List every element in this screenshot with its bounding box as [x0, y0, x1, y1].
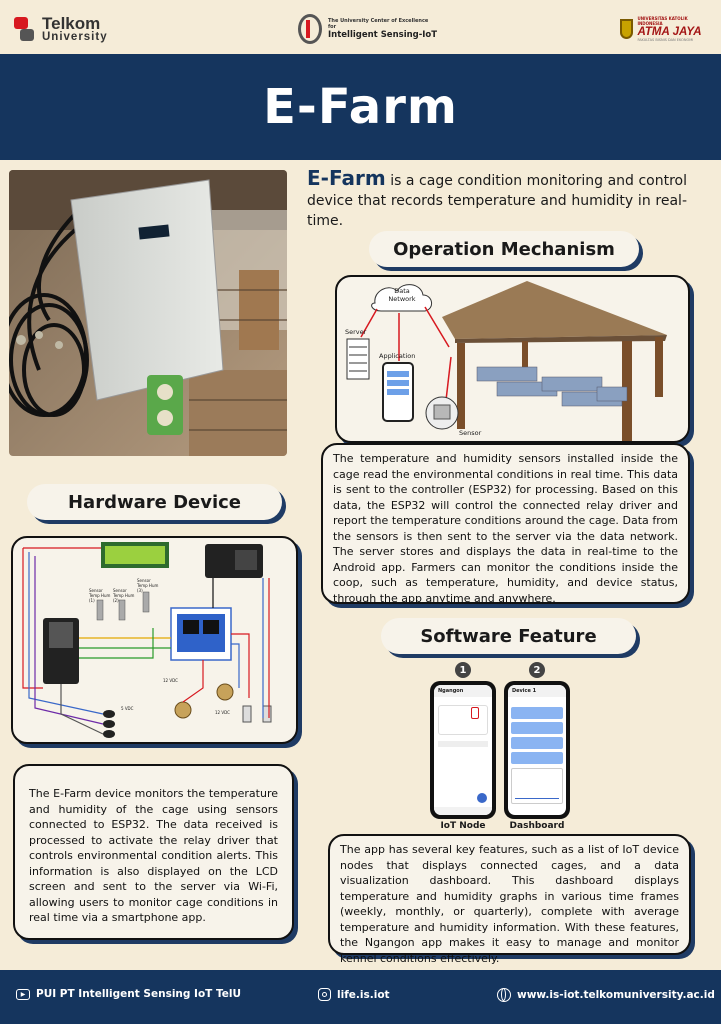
add-fab-icon — [477, 793, 487, 803]
is-iot-logo — [298, 12, 438, 46]
hardware-device-heading: Hardware Device — [27, 484, 282, 520]
atma-jaya-line1: UNIVERSITAS KATOLIK INDONESIA — [637, 16, 688, 26]
software-feature-heading: Software Feature — [381, 618, 636, 654]
atma-jaya-logo — [620, 12, 710, 46]
label-sensor-1: Sensor Temp Hum (1) — [89, 588, 111, 603]
feature-number-1: 1 — [455, 662, 471, 678]
is-iot-logo-icon — [298, 14, 322, 44]
operation-description: The temperature and humidity sensors installed inside the cage read the environmental conditions in real time. This data is sent to the controller (ESP32) for processing. Based on this data, the ESP32 will control the connected relay driver and report the temperature conditions around the cage. Data from the sensors is then sent to the server via the data network. The server stores and displays the data in real-time to the Android app. Farmers can monitor the conditions inside the coop, such as temperature, humidity, and device status, through the app anytime and anywhere. — [321, 443, 690, 604]
is-iot-logo-line1: The University Center of Excellence for — [327, 18, 429, 30]
hardware-description: The E-Farm device monitors the temperature and humidity of the cage using sensors connected to ESP32. The data received is processed to activate the relay driver that controls environmental condition alerts. This information is also displayed on the LCD screen and sent to the server via Wi-Fi, allowing users to monitor cage conditions in real time via a smartphone app. — [13, 764, 294, 940]
telkom-logo-line1: Telkom — [42, 13, 101, 33]
microcontroller-icon — [205, 544, 263, 578]
iot-node-phone — [430, 681, 496, 819]
label-data-network: Data Network — [388, 287, 416, 303]
dashboard-caption: Dashboard — [509, 821, 565, 831]
label-sensor-3: Sensor Temp Hum (3) — [137, 578, 159, 593]
page-title: E-Farm — [263, 79, 458, 135]
telkom-logo-line2: University — [42, 30, 108, 43]
dashboard-phone — [504, 681, 570, 819]
server-icon — [347, 339, 369, 379]
device-photo — [9, 170, 287, 456]
title-banner — [0, 54, 721, 160]
youtube-icon: ▶ — [16, 989, 30, 1000]
globe-icon — [497, 988, 511, 1002]
iot-node-caption: IoT Node — [440, 821, 486, 831]
atma-jaya-line2: ATMA JAYA — [637, 26, 702, 38]
footer-youtube[interactable] — [16, 988, 241, 1000]
telkom-university-logo — [14, 12, 124, 46]
dashboard-app-title: Device 1 — [508, 685, 566, 697]
esp32-icon — [43, 618, 79, 684]
label-12vdc-2: 12 VDC — [215, 710, 230, 715]
footer-instagram[interactable] — [318, 988, 390, 1001]
intro-paragraph — [307, 168, 687, 231]
relay-icon — [171, 608, 231, 660]
intro-brand: E-Farm — [307, 166, 386, 190]
footer-instagram-text: life.is.iot — [337, 988, 390, 1001]
label-5vdc: 5 VDC — [121, 706, 134, 711]
intro-text: is a cage condition monitoring and control device that records temperature and humidity in real-time. — [307, 173, 687, 229]
hardware-wiring-diagram — [11, 536, 298, 744]
label-sensor: Sensor — [459, 429, 482, 437]
dashboard-graph — [511, 768, 563, 804]
footer-youtube-text: PUI PT Intelligent Sensing IoT TelU — [36, 988, 242, 1000]
footer-website[interactable] — [497, 988, 715, 1002]
instagram-icon — [318, 988, 331, 1001]
operation-mechanism-heading: Operation Mechanism — [369, 231, 639, 267]
footer — [0, 970, 721, 1024]
is-iot-logo-line2: Intelligent Sensing-IoT — [327, 30, 438, 40]
feature-number-2: 2 — [529, 662, 545, 678]
atma-jaya-line3: FAKULTAS BISNIS DAN EKONOMI — [637, 38, 694, 42]
label-12vdc-1: 12 VDC — [163, 678, 178, 683]
footer-website-text: www.is-iot.telkomuniversity.ac.id — [517, 989, 715, 1001]
label-sensor-2: Sensor Temp Hum (2) — [113, 588, 135, 603]
device-thumb-icon — [471, 707, 479, 719]
operation-diagram — [335, 275, 690, 443]
software-description: The app has several key features, such as a list of IoT device nodes that displays connected cages, and a data visualization dashboard. This dashboard displays temperature and humidity graphs in various time frames (weekly, monthly, or quarterly), complete with average temperature and humidity information. With these features, the Ngangon app makes it easy to manage and monitor kennel conditions effectively. — [328, 834, 691, 955]
iot-node-app-title: Ngangon — [434, 685, 492, 697]
lcd-icon — [101, 542, 169, 568]
atma-jaya-shield-icon — [620, 19, 633, 39]
label-server: Server — [345, 328, 367, 336]
label-application: Application — [379, 352, 416, 360]
telkom-logo-icon — [14, 15, 36, 43]
phone-icon — [383, 363, 413, 421]
